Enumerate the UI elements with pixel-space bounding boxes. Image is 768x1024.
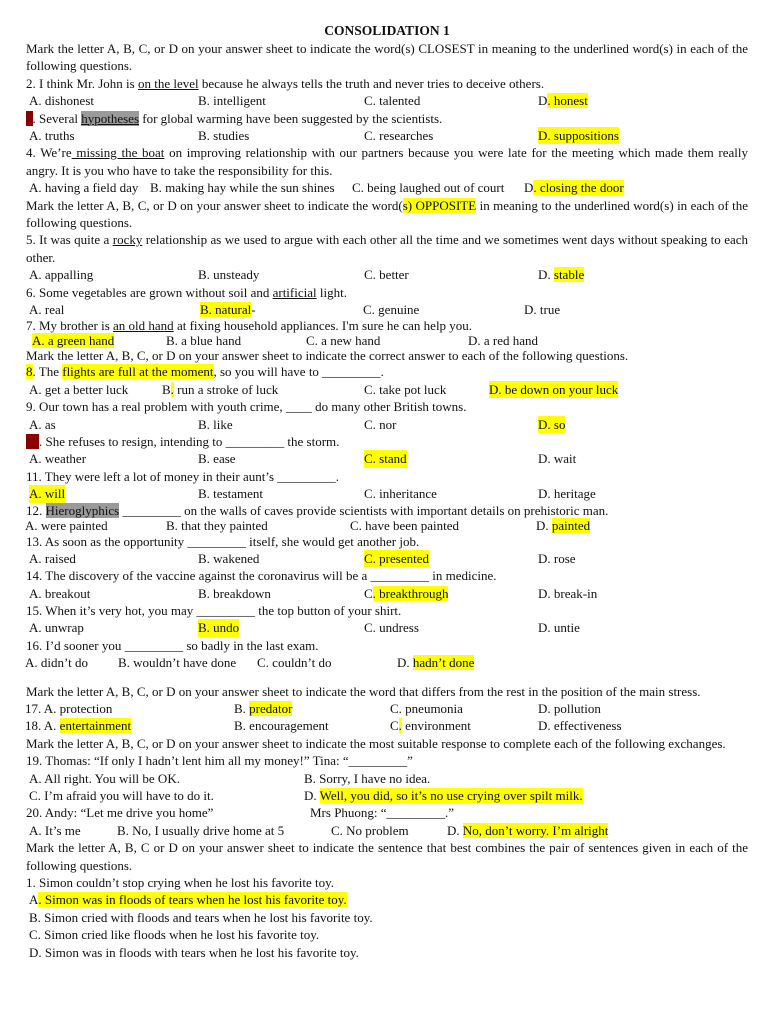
question-20: 20. Andy: “Let me drive you home” Mrs Phuong: “_________.” xyxy=(26,805,455,821)
option-b[interactable]: B. breakdown xyxy=(198,585,271,601)
option-a[interactable]: A. It’s me xyxy=(29,822,81,838)
option-d[interactable]: D. a red hand xyxy=(468,333,539,349)
question-6: 6. Some vegetables are grown without soil and artificial light. xyxy=(26,284,347,300)
answer-highlight: hadn’t done xyxy=(412,655,475,671)
answer-highlight: . honest xyxy=(547,93,588,109)
option-a[interactable]: A. get a better luck xyxy=(29,381,129,397)
option-c[interactable]: C. take pot luck xyxy=(364,381,447,397)
answer-highlight: predator xyxy=(249,701,293,717)
option-c[interactable]: C. being laughed out of court xyxy=(352,180,505,196)
instruction-response: Mark the letter A, B, C, or D on your answer sheet to indicate the most suitable response to complete each of the following exchanges. xyxy=(26,735,726,751)
option-b[interactable]: B. unsteady xyxy=(198,267,260,283)
question-14: 14. The discovery of the vaccine against the coronavirus will be a _________ in medicine. xyxy=(26,568,497,584)
question-8: 8. The flights are full at the moment, so you will have to _________. xyxy=(26,364,384,380)
answer-highlight: . Simon was in floods of tears when he lost his favorite toy. xyxy=(38,892,347,908)
options-12 xyxy=(26,518,748,533)
question-13: 13. As soon as the opportunity _________ itself, she would get another job. xyxy=(26,533,420,549)
option-d[interactable]: D. wait xyxy=(538,451,577,467)
option-a[interactable]: 17. A. protection xyxy=(25,701,113,717)
option-d[interactable]: D. hadn’t done xyxy=(397,655,475,671)
highlighted-term: Hieroglyphics xyxy=(45,502,120,518)
question-10: 10. She refuses to resign, intending to _________ the storm. xyxy=(26,433,340,449)
option-d[interactable]: D. honest xyxy=(538,93,588,109)
option-a[interactable]: A. unwrap xyxy=(29,620,84,636)
option-b[interactable]: B. encouragement xyxy=(234,718,329,734)
option-a[interactable]: A. having a field day xyxy=(29,180,139,196)
option-b[interactable]: B. that they painted xyxy=(166,517,268,533)
option-d[interactable]: D. stable xyxy=(538,267,585,283)
option-d[interactable]: D. true xyxy=(524,301,561,317)
option-d[interactable]: D. Well, you did, so it’s no use crying over spilt milk. xyxy=(304,787,583,803)
option-c[interactable]: C. nor xyxy=(364,416,397,432)
option-b[interactable]: B. wakened xyxy=(198,550,260,566)
option-b[interactable]: B. No, I usually drive home at 5 xyxy=(117,822,285,838)
question-number-marker: 10 xyxy=(26,433,39,449)
option-d[interactable]: D. untie xyxy=(538,620,580,636)
question-9: 9. Our town has a real problem with youth crime, ____ do many other British towns. xyxy=(26,399,467,415)
option-b[interactable]: B. making hay while the sun shines xyxy=(150,180,335,196)
section-gap xyxy=(26,672,748,683)
options-14 xyxy=(26,585,748,602)
option-a[interactable]: A. real xyxy=(29,301,65,317)
underlined-phrase: missing the boat xyxy=(71,145,165,161)
options-11 xyxy=(26,485,748,502)
option-c[interactable]: C. stand xyxy=(364,451,407,467)
question-12: 12. Hieroglyphics _________ on the walls of caves provide scientists with important details on prehistoric man. xyxy=(26,502,609,518)
options-19-cd xyxy=(26,787,748,804)
option-c[interactable]: C. breakthrough xyxy=(364,585,449,601)
question-7: 7. My brother is an old hand at fixing household appliances. I'm sure he can help you. xyxy=(26,318,473,334)
option-b[interactable]: B. studies xyxy=(198,127,250,143)
options-13 xyxy=(26,550,748,567)
option-a[interactable]: A. a green hand xyxy=(32,333,115,349)
question-17 xyxy=(26,700,748,717)
page-title: CONSOLIDATION 1 xyxy=(324,23,450,38)
underlined-phrase: rocky xyxy=(112,232,143,248)
answer-highlight: . closing the door xyxy=(533,180,624,196)
option-c[interactable]: C. a new hand xyxy=(306,333,381,349)
option-c[interactable]: C. better xyxy=(364,267,409,283)
question-5: 5. It was quite a rocky relationship as we used to argue with each other all the time and we sometimes went days without speaking to each other. xyxy=(26,232,749,265)
underlined-phrase: artificial xyxy=(272,284,317,300)
option-c[interactable]: C. presented xyxy=(364,550,429,566)
option-b[interactable]: B. like xyxy=(198,416,233,432)
option-d[interactable]: D. No, don’t worry. I’m alright xyxy=(447,822,609,838)
option-a[interactable]: A. appalling xyxy=(29,267,94,283)
options-3 xyxy=(26,127,748,144)
option-a[interactable]: A. weather xyxy=(29,451,87,467)
option-c[interactable]: C. inheritance xyxy=(364,486,437,502)
question-19: 19. Thomas: “If only I hadn’t lent him all my money!” Tina: “_________” xyxy=(26,753,413,769)
underlined-phrase: an old hand xyxy=(113,318,174,334)
option-c[interactable]: C. Simon cried like floods when he lost his favorite toy. xyxy=(29,927,320,943)
option-d[interactable]: D. painted xyxy=(536,517,591,533)
question-2: 2. I think Mr. John is on the level because he always tells the truth and never tries to deceive others. xyxy=(26,75,545,91)
combination-question-1: 1. Simon couldn’t stop crying when he lost his favorite toy. xyxy=(26,874,334,890)
question-11: 11. They were left a lot of money in their aunt’s _________. xyxy=(26,468,340,484)
option-c[interactable]: C. I’m afraid you will have to do it. xyxy=(29,787,214,803)
option-a[interactable]: A. Simon was in floods of tears when he lost his favorite toy. xyxy=(29,892,347,908)
question-15: 15. When it’s very hot, you may _________ the top button of your shirt. xyxy=(26,603,402,619)
answer-highlight: painted xyxy=(551,517,591,533)
option-a[interactable]: A. will xyxy=(29,486,66,502)
options-4 xyxy=(26,179,748,196)
underlined-phrase: hypotheses xyxy=(81,110,140,126)
answer-highlight: Well, you did, so it’s no use crying over spilt milk. xyxy=(319,787,583,803)
options-9 xyxy=(26,416,748,433)
option-b[interactable]: B. ease xyxy=(198,451,236,467)
option-d[interactable]: D. so xyxy=(538,416,566,432)
options-2 xyxy=(26,92,748,109)
instruction-stress: Mark the letter A, B, C, or D on your answer sheet to indicate the word that differs from the rest in the position of the main stress. xyxy=(26,683,701,699)
instruction-opposite: Mark the letter A, B, C, or D on your answer sheet to indicate the word(s) OPPOSITE in meaning to the underlined word(s) in each of the following questions. xyxy=(26,197,748,230)
option-c[interactable]: C. genuine xyxy=(363,301,420,317)
option-d[interactable]: D. pollution xyxy=(538,701,601,717)
option-d[interactable]: D. heritage xyxy=(538,486,596,502)
question-number-marker: 8 xyxy=(26,364,33,380)
option-a[interactable]: A. as xyxy=(29,416,56,432)
option-c[interactable]: C. have been painted xyxy=(350,517,460,533)
question-18 xyxy=(26,717,748,734)
options-19-ab xyxy=(26,770,748,787)
question-3: 3. Several hypotheses for global warming have been suggested by the scientists. xyxy=(26,110,443,126)
option-b[interactable]: B. run a stroke of luck xyxy=(162,381,279,397)
option-a[interactable]: A. didn’t do xyxy=(25,655,88,671)
question-4: 4. We’re missing the boat on improving relationship with our partners because you were late for the meeting which made them really angry. It is you who have to take the responsibility for this. xyxy=(26,145,749,178)
option-b[interactable]: B. testament xyxy=(198,486,263,502)
answer-highlight: stable xyxy=(553,267,585,283)
option-d[interactable]: D. rose xyxy=(538,550,576,566)
question-number-marker: 3 xyxy=(26,110,33,126)
answer-highlight: B. natural xyxy=(200,301,252,317)
options-20 xyxy=(26,822,748,839)
option-a[interactable]: 18. A. entertainment xyxy=(25,718,132,734)
options-8 xyxy=(26,381,748,398)
option-b[interactable]: B. intelligent xyxy=(198,93,266,109)
option-d[interactable]: D. break-in xyxy=(538,585,598,601)
option-a[interactable]: A. All right. You will be OK. xyxy=(29,770,180,786)
options-10 xyxy=(26,450,748,467)
instruction-correct: Mark the letter A, B, C, or D on your answer sheet to indicate the correct answer to each of the following questions. xyxy=(26,348,629,364)
option-b[interactable]: B. Simon cried with floods and tears when he lost his favorite toy. xyxy=(29,909,373,925)
option-a[interactable]: A. raised xyxy=(29,550,76,566)
option-b[interactable]: B. wouldn’t have done xyxy=(118,655,237,671)
options-5 xyxy=(26,266,748,283)
option-d[interactable]: D. suppositions xyxy=(538,127,619,143)
option-d[interactable]: D. effectiveness xyxy=(538,718,622,734)
option-b[interactable]: B. natural- xyxy=(200,301,256,317)
underlined-phrase: on the level xyxy=(137,75,199,91)
option-d[interactable]: D. Simon was in floods with tears when he lost his favorite toy. xyxy=(29,944,359,960)
options-16 xyxy=(26,654,748,671)
options-15 xyxy=(26,619,748,636)
answer-highlight: entertainment xyxy=(59,718,132,734)
options-7 xyxy=(26,333,748,348)
worksheet xyxy=(26,22,748,961)
option-d[interactable]: D. be down on your luck xyxy=(489,381,619,397)
option-c[interactable]: C. undress xyxy=(364,620,419,636)
option-a[interactable]: A. dishonest xyxy=(29,93,94,109)
option-a[interactable]: A. truths xyxy=(29,127,75,143)
instruction-combine: Mark the letter A, B, C or D on your answer sheet to indicate the sentence that best combines the pair of sentences given in each of the following questions. xyxy=(26,840,748,873)
option-b[interactable]: B. undo xyxy=(198,620,240,636)
option-a[interactable]: A. breakout xyxy=(29,585,91,601)
option-b[interactable]: B. a blue hand xyxy=(166,333,242,349)
answer-highlight: No, don’t worry. I’m alright xyxy=(462,822,609,838)
option-b[interactable]: B. predator xyxy=(234,701,293,717)
instruction-closest: Mark the letter A, B, C, or D on your answer sheet to indicate the word(s) CLOSEST in meaning to the underlined word(s) in each of the following questions. xyxy=(26,41,748,74)
option-c[interactable]: C. couldn’t do xyxy=(257,655,332,671)
question-16: 16. I’d sooner you _________ so badly in the last exam. xyxy=(26,637,319,653)
option-c[interactable]: C. talented xyxy=(364,93,421,109)
options-6 xyxy=(26,301,748,318)
option-c[interactable]: C. No problem xyxy=(331,822,409,838)
option-a[interactable]: A. were painted xyxy=(25,517,108,533)
option-b[interactable]: B. Sorry, I have no idea. xyxy=(304,770,431,786)
option-c[interactable]: C. environment xyxy=(390,718,471,734)
option-d[interactable]: D. closing the door xyxy=(524,180,624,196)
answer-highlight: flights are full at the moment xyxy=(62,364,214,380)
option-c[interactable]: C. researches xyxy=(364,127,434,143)
option-c[interactable]: C. pneumonia xyxy=(390,701,463,717)
answer-highlight: . breakthrough xyxy=(372,585,449,601)
